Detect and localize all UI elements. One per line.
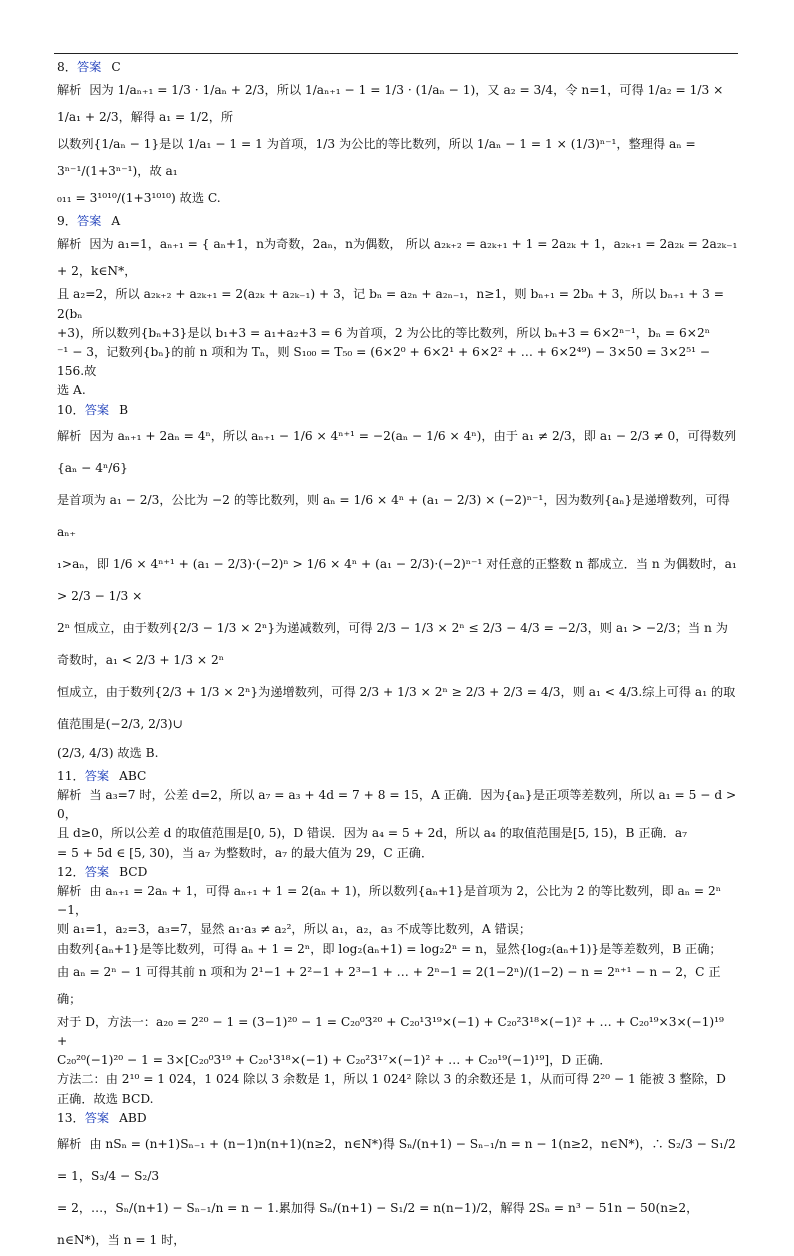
analysis-label: 解析 xyxy=(57,884,82,899)
question-8 xyxy=(57,58,738,212)
analysis-text: 因为 aₙ₊₁ + 2aₙ = 4ⁿ，所以 aₙ₊₁ − 1/6 × 4ⁿ⁺¹ = −2(aₙ − 1/6 × 4ⁿ)，由于 a₁ ≠ 2/3，即 a₁ − 2/3 ≠ 0，可得数列{aₙ − 4ⁿ/6} xyxy=(57,428,737,475)
analysis-line: 则 a₁=1，a₂=3，a₃=7，显然 a₁·a₃ ≠ a₂²，所以 a₁，a₂，a₃ 不成等比数列，A 错误； xyxy=(57,922,532,937)
answer-value: C xyxy=(111,60,121,74)
analysis-line: 且 d≥0，所以公差 d 的取值范围是[0, 5)，D 错误．因为 a₄ = 5 + 2d，所以 a₄ 的取值范围是[5, 15)，B 正确．a₇ xyxy=(57,826,688,841)
analysis-text: 由 aₙ₊₁ = 2aₙ + 1，可得 aₙ₊₁ + 1 = 2(aₙ + 1)，所以数列{aₙ+1}是首项为 2，公比为 2 的等比数列，即 aₙ = 2ⁿ xyxy=(89,884,722,899)
analysis-line xyxy=(57,77,738,131)
analysis-line: 对于 D，方法一：a₂₀ = 2²⁰ − 1 = (3−1)²⁰ − 1 = C₂₀⁰3²⁰ + C₂₀¹3¹⁹×(−1) + C₂₀²3¹⁸×(−1)² + … + C₂₀¹⁹×3×(−1)¹⁹ + xyxy=(57,1014,724,1049)
answer-label: 答案 xyxy=(76,214,102,229)
analysis-line xyxy=(57,1128,738,1192)
analysis-line xyxy=(57,420,738,484)
question-header xyxy=(57,58,738,77)
analysis-text: 由 nSₙ = (n+1)Sₙ₋₁ + (n−1)n(n+1)(n≥2，n∈N*)得 Sₙ/(n+1) − Sₙ₋₁/n = n − 1(n≥2，n∈N*)，∴ S₂/3 − S₁/2 = 1，S₃/4 − S₂/3 xyxy=(57,1137,736,1184)
analysis-line: 2ⁿ 恒成立，由于数列{2/3 − 1/3 × 2ⁿ}为递减数列，可得 2/3 − 1/3 × 2ⁿ ≤ 2/3 − 4/3 = −2/3，则 a₁ > −2/3；当 n 为奇数时，a₁ < 2/3 + 1/3 × 2ⁿ xyxy=(57,620,728,667)
question-12 xyxy=(57,863,738,1109)
question-number: 12． xyxy=(57,864,85,879)
analysis-line: 正确．故选 BCD. xyxy=(57,1091,154,1106)
analysis-line: 方法二：由 2¹⁰ = 1 024，1 024 除以 3 余数是 1，所以 1 024² 除以 3 的余数还是 1，从而可得 2²⁰ − 1 能被 3 整除，D xyxy=(57,1072,726,1087)
question-number: 11． xyxy=(57,768,85,783)
analysis-line xyxy=(57,786,738,824)
analysis-line: = 2，…，Sₙ/(n+1) − Sₙ₋₁/n = n − 1.累加得 Sₙ/(n+1) − S₁/2 = n(n−1)/2，解得 2Sₙ = n³ − 51n − 50(n≥2，n∈N*)，当 n = 1 时， xyxy=(57,1201,699,1248)
answer-label: 答案 xyxy=(76,60,102,74)
analysis-line: ₁>aₙ，即 1/6 × 4ⁿ⁺¹ + (a₁ − 2/3)·(−2)ⁿ > 1/6 × 4ⁿ + (a₁ − 2/3)·(−2)ⁿ⁻¹ 对任意的正整数 n 都成立．当 n 为偶数时，a₁ > 2/3 − 1/3 × xyxy=(57,556,737,603)
analysis-line: 选 A. xyxy=(57,383,86,398)
analysis-line: C₂₀²⁰(−1)²⁰ − 1 = 3×[C₂₀⁰3¹⁹ + C₂₀¹3¹⁸×(−1) + C₂₀²3¹⁷×(−1)² + … + C₂₀¹⁹(−1)¹⁹]，D 正确． xyxy=(57,1053,612,1068)
answer-label: 答案 xyxy=(84,1110,110,1125)
question-header xyxy=(57,863,738,882)
analysis-label: 解析 xyxy=(57,1137,82,1152)
question-number: 9． xyxy=(57,214,77,229)
analysis-line: 且 a₂=2，所以 a₂ₖ₊₂ + a₂ₖ₊₁ = 2(a₂ₖ + a₂ₖ₋₁) + 3，记 bₙ = a₂ₙ + a₂ₙ₋₁，n≥1，则 bₙ₊₁ = 2bₙ + 3，所以 bₙ₊₁ + 3 = 2(bₙ xyxy=(57,287,725,321)
analysis-line xyxy=(57,882,738,901)
analysis-line: 恒成立，由于数列{2/3 + 1/3 × 2ⁿ}为递增数列，可得 2/3 + 1/3 × 2ⁿ ≥ 2/3 + 2/3 = 4/3，则 a₁ < 4/3.综上可得 a₁ 的取值范围是(−2/3, 2/3)∪ xyxy=(57,684,736,731)
question-13 xyxy=(57,1109,738,1256)
analysis-line: ⁻¹ − 3，记数列{bₙ}的前 n 项和为 Tₙ，则 S₁₀₀ = T₅₀ = (6×2⁰ + 6×2¹ + 6×2² + … + 6×2⁴⁹) − 3×50 = 3×2⁵¹ − 156.故 xyxy=(57,345,711,379)
analysis-line xyxy=(57,231,738,285)
question-number: 13． xyxy=(57,1110,85,1125)
analysis-line: 由数列{aₙ+1}是等比数列，可得 aₙ + 1 = 2ⁿ，即 log₂(aₙ+1) = log₂2ⁿ = n，显然{log₂(aₙ+1)}是等差数列，B 正确； xyxy=(57,941,722,956)
question-header xyxy=(57,212,738,231)
analysis-line: +3)，所以数列{bₙ+3}是以 b₁+3 = a₁+a₂+3 = 6 为首项，2 为公比的等比数列，所以 bₙ+3 = 6×2ⁿ⁻¹，bₙ = 6×2ⁿ xyxy=(57,325,710,340)
analysis-label: 解析 xyxy=(57,788,82,803)
answer-value: BCD xyxy=(119,864,148,879)
analysis-line: −1， xyxy=(57,903,88,918)
analysis-line: ₀₁₁ = 3¹⁰¹⁰/(1+3¹⁰¹⁰) 故选 C. xyxy=(57,191,221,206)
answer-label: 答案 xyxy=(84,402,110,417)
analysis-line: 是首项为 a₁ − 2/3，公比为 −2 的等比数列，则 aₙ = 1/6 × 4ⁿ + (a₁ − 2/3) × (−2)ⁿ⁻¹，因为数列{aₙ}是递增数列，可得 aₙ₊ xyxy=(57,492,730,539)
analysis-label: 解析 xyxy=(57,237,82,252)
analysis-text: 因为 1/aₙ₊₁ = 1/3 · 1/aₙ + 2/3，所以 1/aₙ₊₁ − 1 = 1/3 · (1/aₙ − 1)，又 a₂ = 3/4，令 n=1，可得 1/a₂ = 1/3 × 1/a₁ + 2/3，解得 a₁ = 1/2，所 xyxy=(57,83,724,125)
question-number: 10． xyxy=(57,402,85,417)
question-number: 8． xyxy=(57,60,77,74)
answer-label: 答案 xyxy=(84,864,110,879)
answer-value: B xyxy=(119,402,129,417)
answer-value: ABC xyxy=(119,768,147,783)
question-9 xyxy=(57,212,738,400)
answer-label: 答案 xyxy=(84,768,110,783)
answer-sheet xyxy=(57,58,738,1256)
analysis-text: 因为 a₁=1，aₙ₊₁ = { aₙ+1，n为奇数，2aₙ，n为偶数， 所以 a₂ₖ₊₂ = a₂ₖ₊₁ + 1 = 2a₂ₖ + 1，a₂ₖ₊₁ = 2a₂ₖ = 2a₂ₖ₋₁ + 2，k∈N*， xyxy=(57,237,738,279)
answer-value: ABD xyxy=(119,1110,147,1125)
analysis-line: (2/3, 4/3) 故选 B. xyxy=(57,745,159,760)
question-10 xyxy=(57,401,738,767)
analysis-line: = 5 + 5d ∈ [5, 30)，当 a₇ 为整数时，a₇ 的最大值为 29，C 正确． xyxy=(57,845,434,860)
analysis-line: 以数列{1/aₙ − 1}是以 1/a₁ − 1 = 1 为首项，1/3 为公比的等比数列，所以 1/aₙ − 1 = 1 × (1/3)ⁿ⁻¹，整理得 aₙ = 3ⁿ⁻¹/(1+3ⁿ⁻¹)，故 a₁ xyxy=(57,137,696,179)
analysis-text: 当 a₃=7 时，公差 d=2，所以 a₇ = a₃ + 4d = 7 + 8 = 15，A 正确．因为{aₙ}是正项等差数列，所以 a₁ = 5 − d > 0， xyxy=(57,788,737,822)
question-header xyxy=(57,401,738,420)
analysis-line: 由 aₙ = 2ⁿ − 1 可得其前 n 项和为 2¹−1 + 2²−1 + 2³−1 + … + 2ⁿ−1 = 2(1−2ⁿ)/(1−2) − n = 2ⁿ⁺¹ − n − 2，C 正确； xyxy=(57,964,721,1006)
analysis-label: 解析 xyxy=(57,428,82,443)
question-11 xyxy=(57,767,738,863)
analysis-label: 解析 xyxy=(57,83,82,98)
question-header xyxy=(57,767,738,786)
header-rule xyxy=(54,53,738,54)
answer-value: A xyxy=(111,214,121,229)
question-header xyxy=(57,1109,738,1128)
